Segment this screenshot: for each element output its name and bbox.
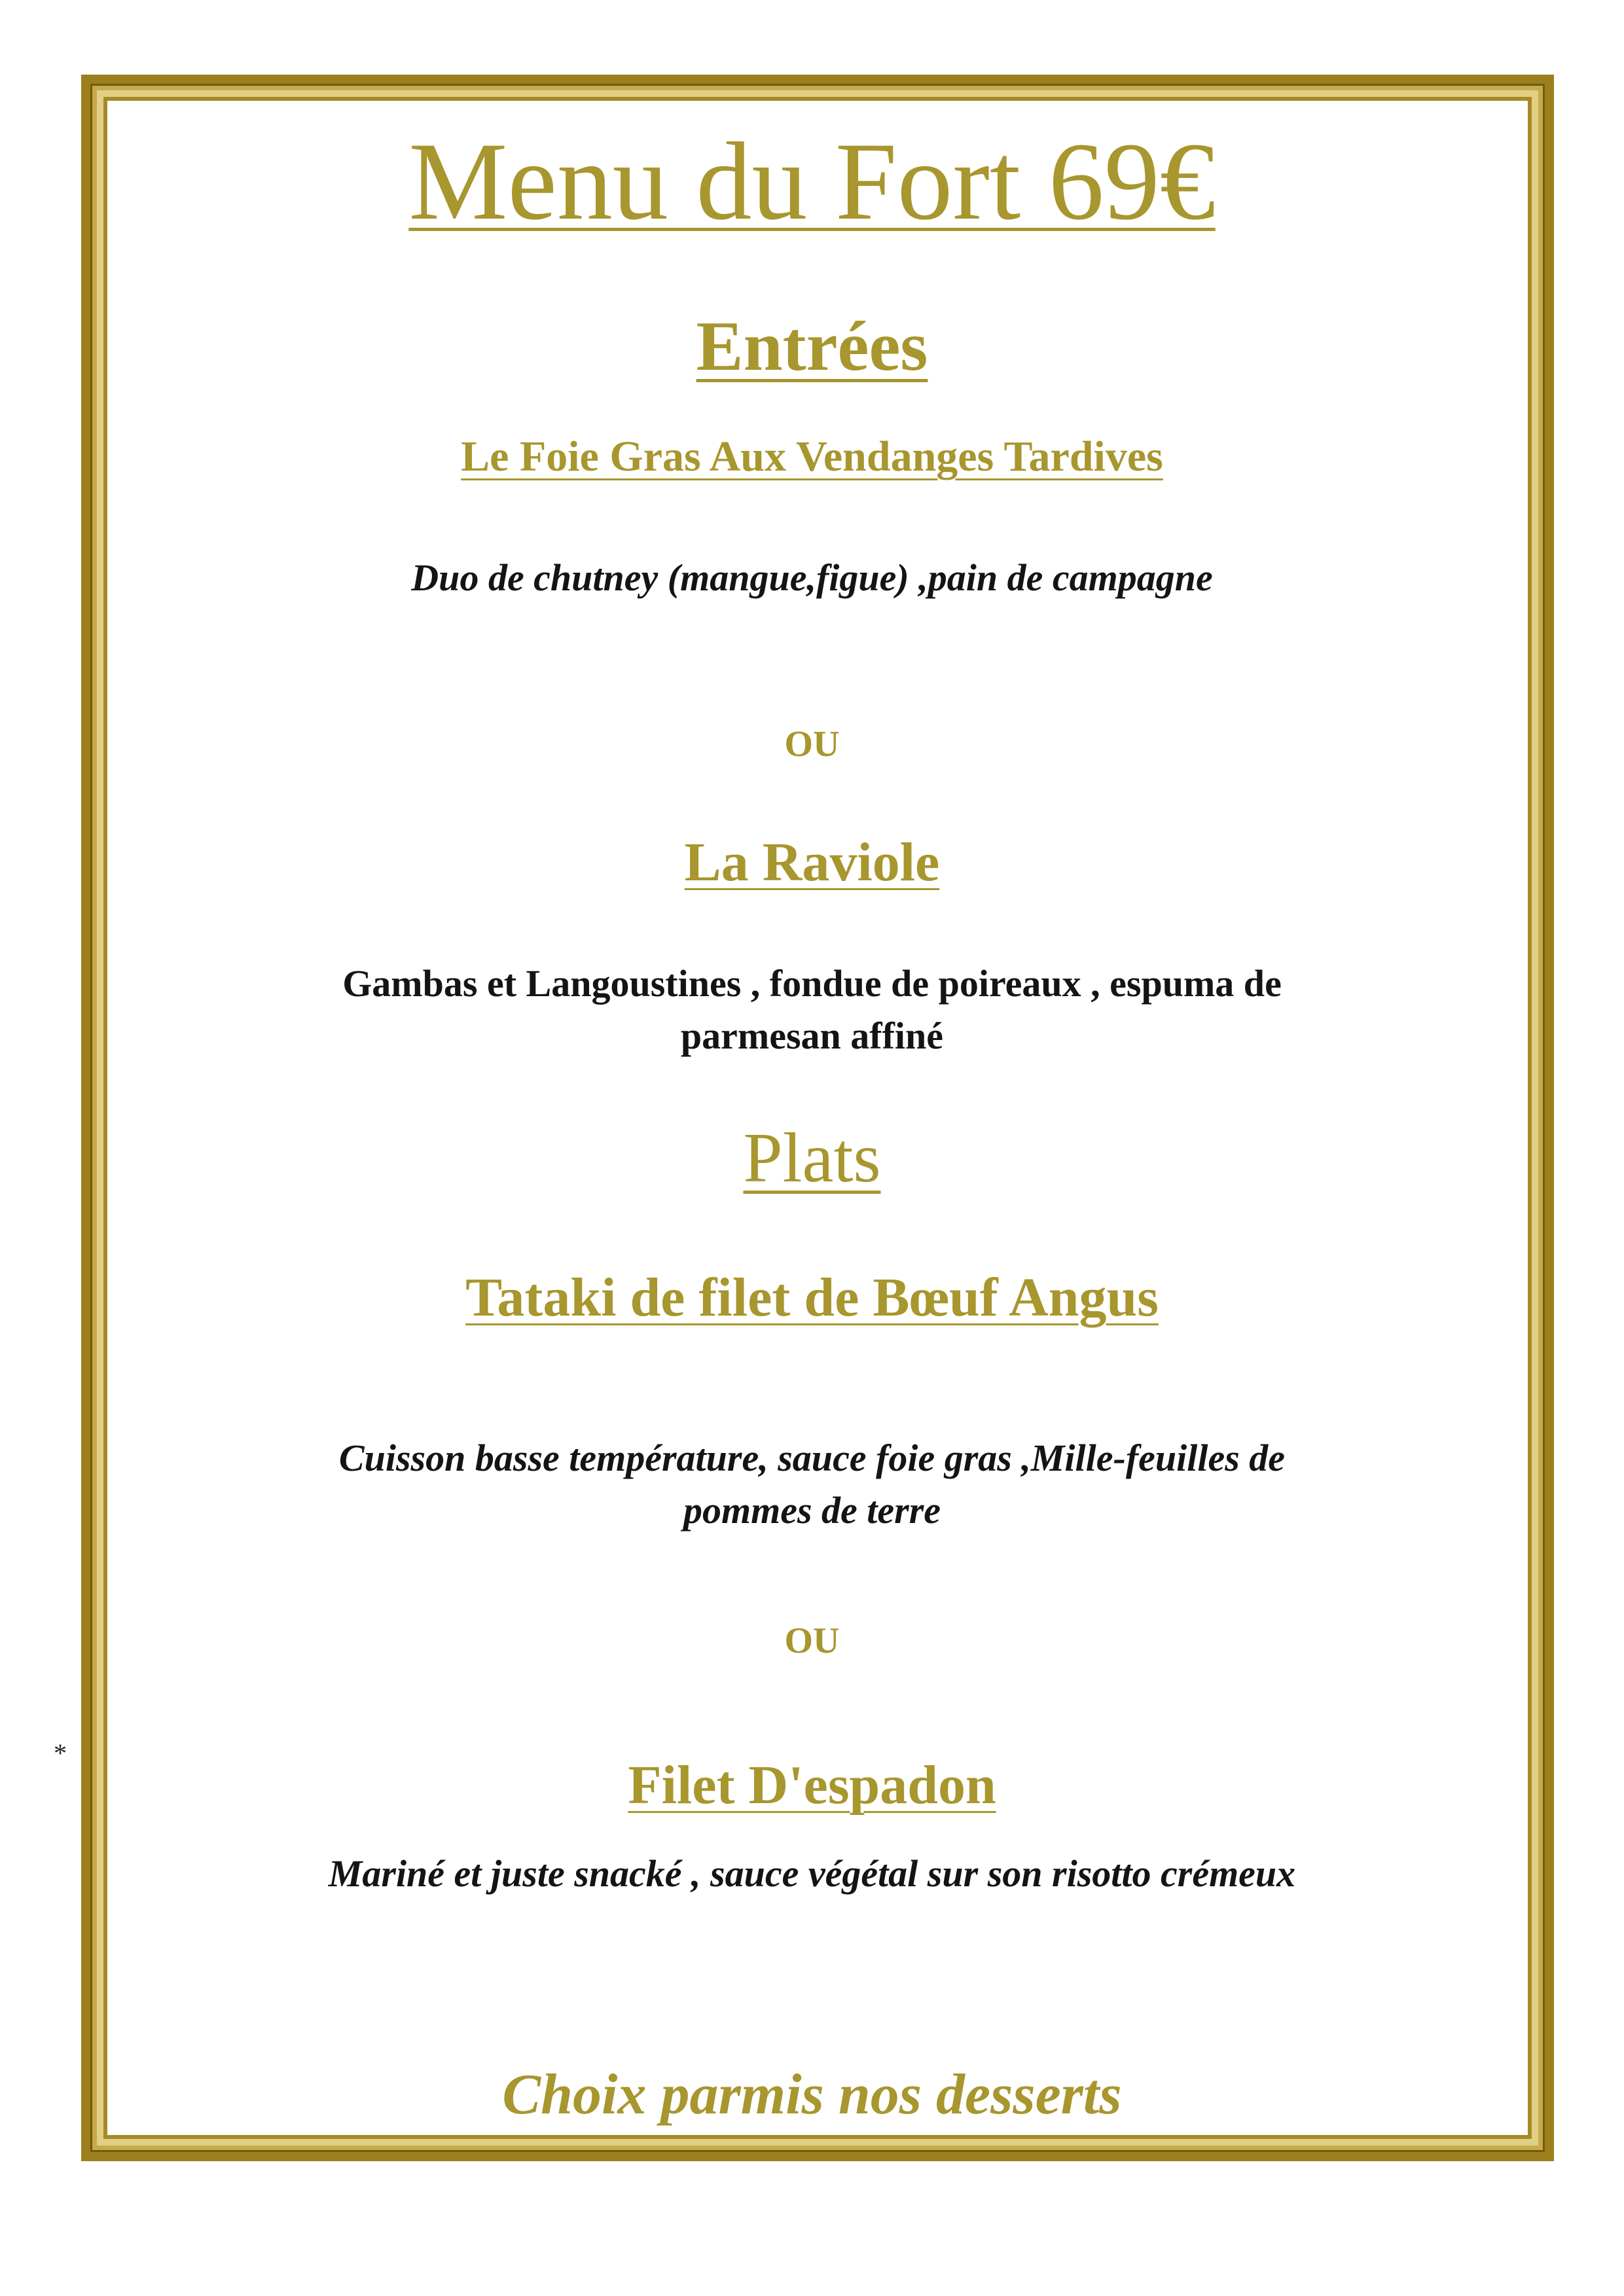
plat-1-description-line1: Cuisson basse température, sauce foie gras ,Mille-feuilles de [338,1437,1286,1479]
entree-or-label: OU [784,724,840,764]
section-entrees-heading: Entrées [696,308,928,386]
margin-mark: * [54,1738,67,1768]
plat-1-description-line2: pommes de terre [683,1489,941,1532]
entree-1-name: Le Foie Gras Aux Vendanges Tardives [461,433,1163,480]
plat-or-label: OU [784,1621,840,1661]
section-plats-heading: Plats [743,1119,881,1197]
plat-2-name: Filet D'espadon [628,1755,996,1816]
menu-title: Menu du Fort 69€ [408,120,1216,243]
entree-1-description: Duo de chutney (mangue,figue) ,pain de campagne [411,556,1213,599]
entree-2-name: La Raviole [684,832,940,893]
entree-2-description-line2: parmesan affiné [680,1014,944,1057]
plat-2-description: Mariné et juste snacké , sauce végétal sur son risotto crémeux [328,1852,1296,1895]
plat-1-name: Tataki de filet de Bœuf Angus [465,1267,1159,1328]
desserts-footer: Choix parmis nos desserts [502,2063,1122,2126]
entree-2-description-line1: Gambas et Langoustines , fondue de poireaux , espuma de [342,962,1282,1005]
